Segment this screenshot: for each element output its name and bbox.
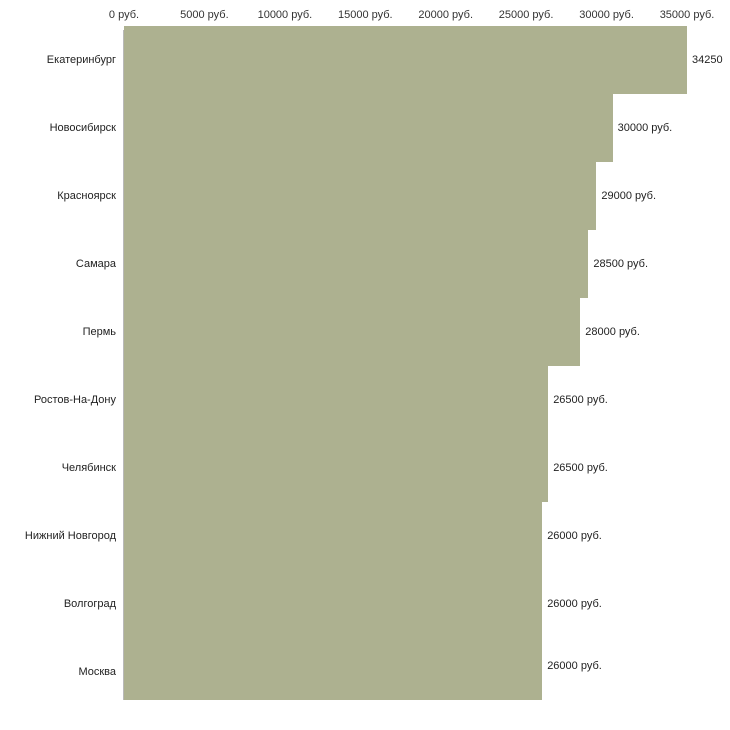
bar-7: [124, 502, 542, 570]
x-tick-label-7: 35000 руб.: [659, 9, 715, 21]
bar-value-9: 26000 руб.: [547, 660, 602, 672]
bar-row-5: [124, 366, 730, 434]
bar-2: [124, 162, 596, 230]
bar-row-9: [124, 638, 730, 700]
x-tick-label-1: 5000 руб.: [180, 9, 229, 21]
x-tick-label-2: 10000 руб.: [257, 9, 313, 21]
bar-1: [124, 94, 613, 162]
x-tick-label-4: 20000 руб.: [418, 9, 473, 21]
x-tick-label-5: 25000 руб.: [498, 9, 554, 21]
bar-value-3: 28500 руб.: [593, 258, 649, 270]
bar-6: [124, 434, 548, 502]
bar-3: [124, 230, 588, 298]
bar-value-4: 28000 руб.: [585, 326, 640, 338]
bar-row-1: [124, 94, 730, 162]
bar-5: [124, 366, 548, 434]
bar-0: [124, 26, 687, 94]
bar-row-8: [124, 570, 730, 638]
bar-row-0: [124, 26, 730, 94]
bar-value-1: 30000 руб.: [617, 122, 673, 134]
category-label-7: Нижний Новгород: [24, 530, 116, 542]
bar-9: [124, 638, 542, 700]
bar-4: [124, 298, 580, 366]
bar-value-2: 29000 руб.: [601, 190, 657, 202]
bar-value-6: 26500 руб.: [553, 462, 608, 474]
bar-row-3: [124, 230, 730, 298]
category-label-5: Ростов-На-Дону: [33, 394, 116, 406]
category-label-1: Новосибирск: [49, 122, 116, 134]
category-label-2: Красноярск: [57, 190, 116, 202]
bar-value-7: 26000 руб.: [547, 530, 602, 542]
bar-value-5: 26500 руб.: [553, 394, 608, 406]
x-tick-label-3: 15000 руб.: [337, 9, 393, 21]
bar-row-7: [124, 502, 730, 570]
category-label-9: Москва: [78, 666, 116, 678]
bar-row-2: [124, 162, 730, 230]
category-label-6: Челябинск: [61, 462, 116, 474]
bar-row-6: [124, 434, 730, 502]
category-label-8: Волгоград: [63, 598, 116, 610]
category-label-3: Самара: [75, 258, 116, 270]
bar-8: [124, 570, 542, 638]
category-label-4: Пермь: [82, 326, 116, 338]
category-label-0: Екатеринбург: [46, 54, 116, 66]
bar-value-0: 34250: [692, 54, 723, 66]
x-tick-label-0: 0 руб.: [108, 9, 140, 21]
bar-row-4: [124, 298, 730, 366]
bar-value-8: 26000 руб.: [547, 598, 602, 610]
x-tick-label-6: 30000 руб.: [579, 9, 634, 21]
